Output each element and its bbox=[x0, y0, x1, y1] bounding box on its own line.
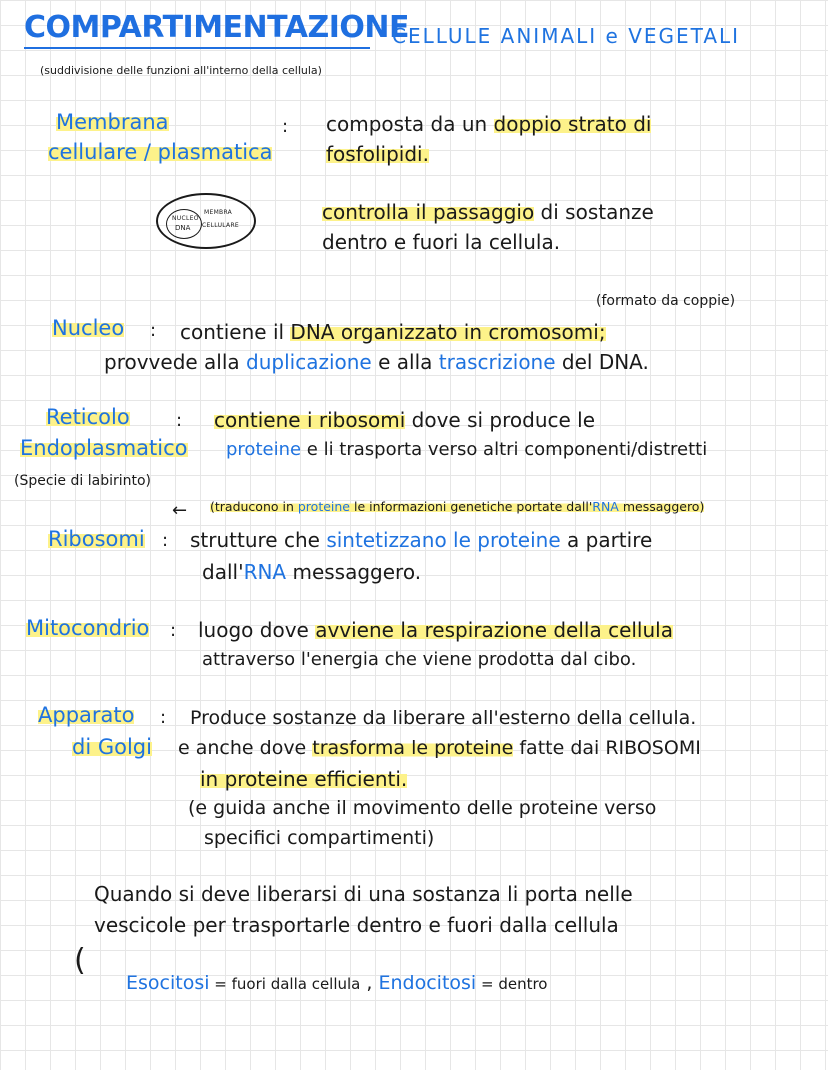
mitocondrio-colon: : bbox=[170, 620, 177, 641]
arrow-left-icon: ← bbox=[172, 500, 188, 521]
membrana-line1: composta da un doppio strato di bbox=[326, 112, 652, 136]
golgi-term-line1: Apparato bbox=[38, 703, 135, 727]
title-note: (suddivisione delle funzioni all'interno della cellula) bbox=[40, 64, 322, 77]
reticolo-note: (Specie di labirinto) bbox=[14, 473, 152, 489]
diagram-nucleus-label: NUCLEO bbox=[172, 215, 199, 222]
diagram-membrane-label-1: MEMBRA bbox=[204, 209, 233, 216]
membrana-term-line1: Membrana bbox=[56, 110, 169, 134]
nucleo-note: (formato da coppie) bbox=[596, 293, 736, 309]
membrana-colon: : bbox=[282, 116, 289, 137]
diagram-membrane-label-2: CELLULARE bbox=[202, 222, 240, 229]
ribosomi-colon: : bbox=[162, 530, 169, 551]
vescicole-line3: Esocitosi = fuori dalla cellula , Endocitosi = dentro bbox=[126, 972, 548, 994]
reticolo-term-line1: Reticolo bbox=[46, 405, 130, 429]
ribosomi-line2: dall'RNA messaggero. bbox=[202, 560, 422, 584]
ribosomi-note: (traducono in proteine le informazioni genetiche portate dall'RNA messaggero) bbox=[210, 499, 705, 514]
membrana-term-line2: cellulare / plasmatica bbox=[48, 140, 273, 164]
reticolo-colon: : bbox=[176, 410, 183, 431]
vescicole-line2: vescicole per trasportarle dentro e fuori dalla cellula bbox=[94, 913, 619, 937]
bracket-arrow-icon: ( bbox=[74, 943, 86, 978]
nucleo-term: Nucleo bbox=[52, 316, 125, 340]
vescicole-line1: Quando si deve liberarsi di una sostanza li porta nelle bbox=[94, 882, 633, 906]
membrana-line3: controlla il passaggio di sostanze bbox=[322, 200, 654, 224]
membrana-line4: dentro e fuori la cellula. bbox=[322, 230, 561, 254]
page-subtitle: CELLULE ANIMALI e VEGETALI bbox=[392, 24, 741, 48]
title-underline bbox=[24, 47, 370, 49]
ribosomi-term: Ribosomi bbox=[48, 527, 145, 551]
golgi-line1: Produce sostanze da liberare all'esterno della cellula. bbox=[190, 707, 697, 729]
page-title: COMPARTIMENTAZIONE bbox=[24, 10, 410, 45]
mitocondrio-line1: luogo dove avviene la respirazione della cellula bbox=[198, 618, 673, 642]
ribosomi-line1: strutture che sintetizzano le proteine a partire bbox=[190, 528, 653, 552]
nucleo-colon: : bbox=[150, 320, 157, 341]
reticolo-line2: proteine e li trasporta verso altri componenti/distretti bbox=[226, 439, 708, 460]
mitocondrio-line2: attraverso l'energia che viene prodotta dal cibo. bbox=[202, 649, 637, 670]
membrana-line2: fosfolipidi. bbox=[326, 142, 429, 166]
golgi-line5: specifici compartimenti) bbox=[204, 827, 435, 849]
reticolo-line1: contiene i ribosomi dove si produce le bbox=[214, 408, 596, 432]
golgi-term-line2: di Golgi bbox=[72, 735, 152, 759]
reticolo-term-line2: Endoplasmatico bbox=[20, 436, 188, 460]
nucleo-line1: contiene il DNA organizzato in cromosomi; bbox=[180, 320, 606, 344]
golgi-colon: : bbox=[160, 707, 167, 728]
golgi-line3: in proteine efficienti. bbox=[200, 767, 408, 791]
golgi-line4: (e guida anche il movimento delle proteine verso bbox=[188, 797, 657, 819]
diagram-dna-label: DNA bbox=[175, 224, 191, 232]
mitocondrio-term: Mitocondrio bbox=[26, 616, 150, 640]
golgi-line2: e anche dove trasforma le proteine fatte dai RIBOSOMI bbox=[178, 737, 701, 759]
nucleo-line2: provvede alla duplicazione e alla trascrizione del DNA. bbox=[104, 350, 649, 374]
